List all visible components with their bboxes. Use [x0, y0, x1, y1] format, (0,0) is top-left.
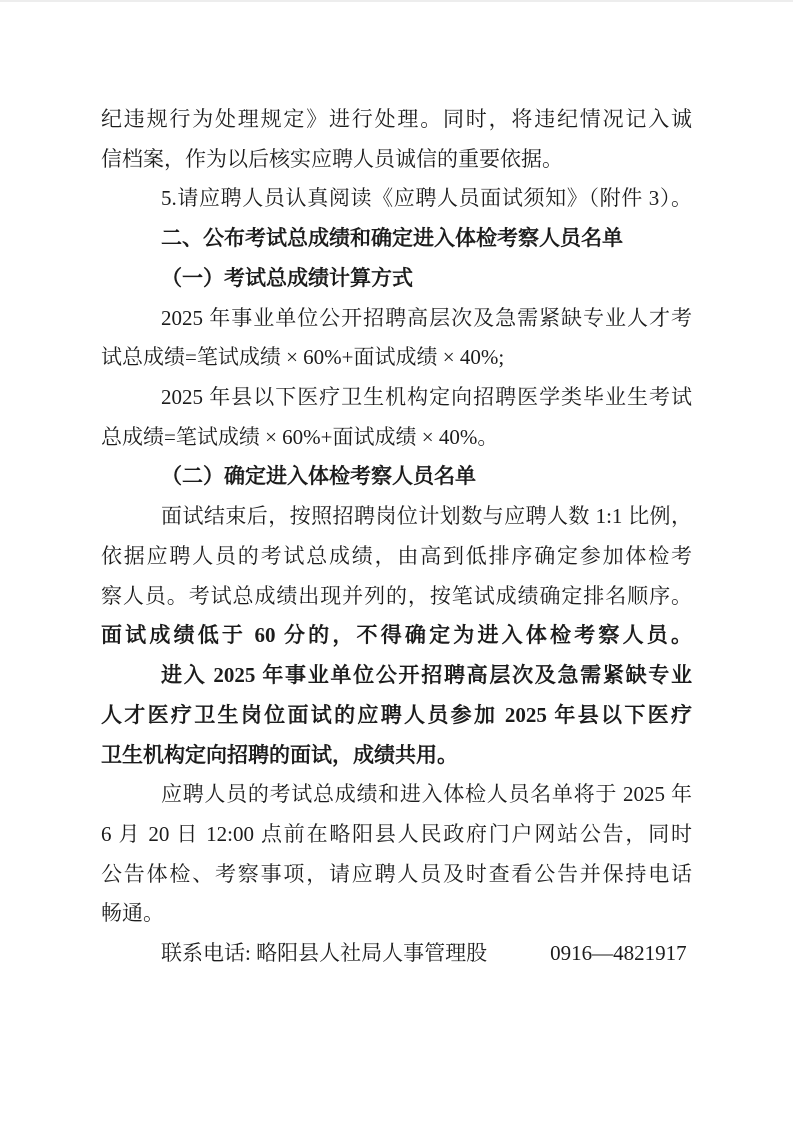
text-line: 进入 2025 年事业单位公开招聘高层次及急需紧缺专业 — [161, 663, 692, 688]
text-line: 卫生机构定向招聘的面试，成绩共用。 — [101, 742, 458, 767]
text-line: 依据应聘人员的考试总成绩，由高到低排序确定参加体检考 — [101, 543, 692, 568]
text-line: 察人员。考试总成绩出现并列的，按笔试成绩确定排名顺序。 — [101, 583, 692, 608]
text-line: 信档案，作为以后核实应聘人员诚信的重要依据。 — [101, 146, 563, 171]
text-line: 2025 年县以下医疗卫生机构定向招聘医学类毕业生考试 — [161, 385, 692, 410]
text-line: 2025 年事业单位公开招聘高层次及急需紧缺专业人才考 — [161, 305, 692, 330]
text-line: 人才医疗卫生岗位面试的应聘人员参加 2025 年县以下医疗 — [101, 702, 692, 727]
document-body — [101, 100, 692, 974]
text-line: 应聘人员的考试总成绩和进入体检人员名单将于 2025 年 — [161, 782, 692, 807]
text-line: 联系电话: 略阳县人社局人事管理股 0916—4821917 — [161, 941, 687, 966]
text-line: （二）确定进入体检考察人员名单 — [161, 464, 476, 489]
page-top-edge — [0, 0, 793, 2]
text-line: 二、公布考试总成绩和确定进入体检考察人员名单 — [161, 226, 623, 251]
text-line: 总成绩=笔试成绩 × 60%+面试成绩 × 40%。 — [101, 424, 499, 449]
text-line: 6 月 20 日 12:00 点前在略阳县人民政府门户网站公告，同时 — [101, 821, 692, 846]
text-line: 试总成绩=笔试成绩 × 60%+面试成绩 × 40%; — [101, 345, 505, 370]
text-line: 纪违规行为处理规定》进行处理。同时，将违纪情况记入诚 — [101, 107, 692, 131]
text-line: 畅通。 — [101, 901, 164, 926]
text-line: 公告体检、考察事项，请应聘人员及时查看公告并保持电话 — [101, 861, 692, 886]
text-line: （一）考试总成绩计算方式 — [161, 265, 413, 290]
text-line: 5.请应聘人员认真阅读《应聘人员面试须知》（附件 3）。 — [161, 186, 692, 211]
text-line: 面试结束后，按照招聘岗位计划数与应聘人数 1:1 比例， — [161, 504, 692, 529]
text-line: 面试成绩低于 60 分的，不得确定为进入体检考察人员。 — [101, 623, 692, 648]
